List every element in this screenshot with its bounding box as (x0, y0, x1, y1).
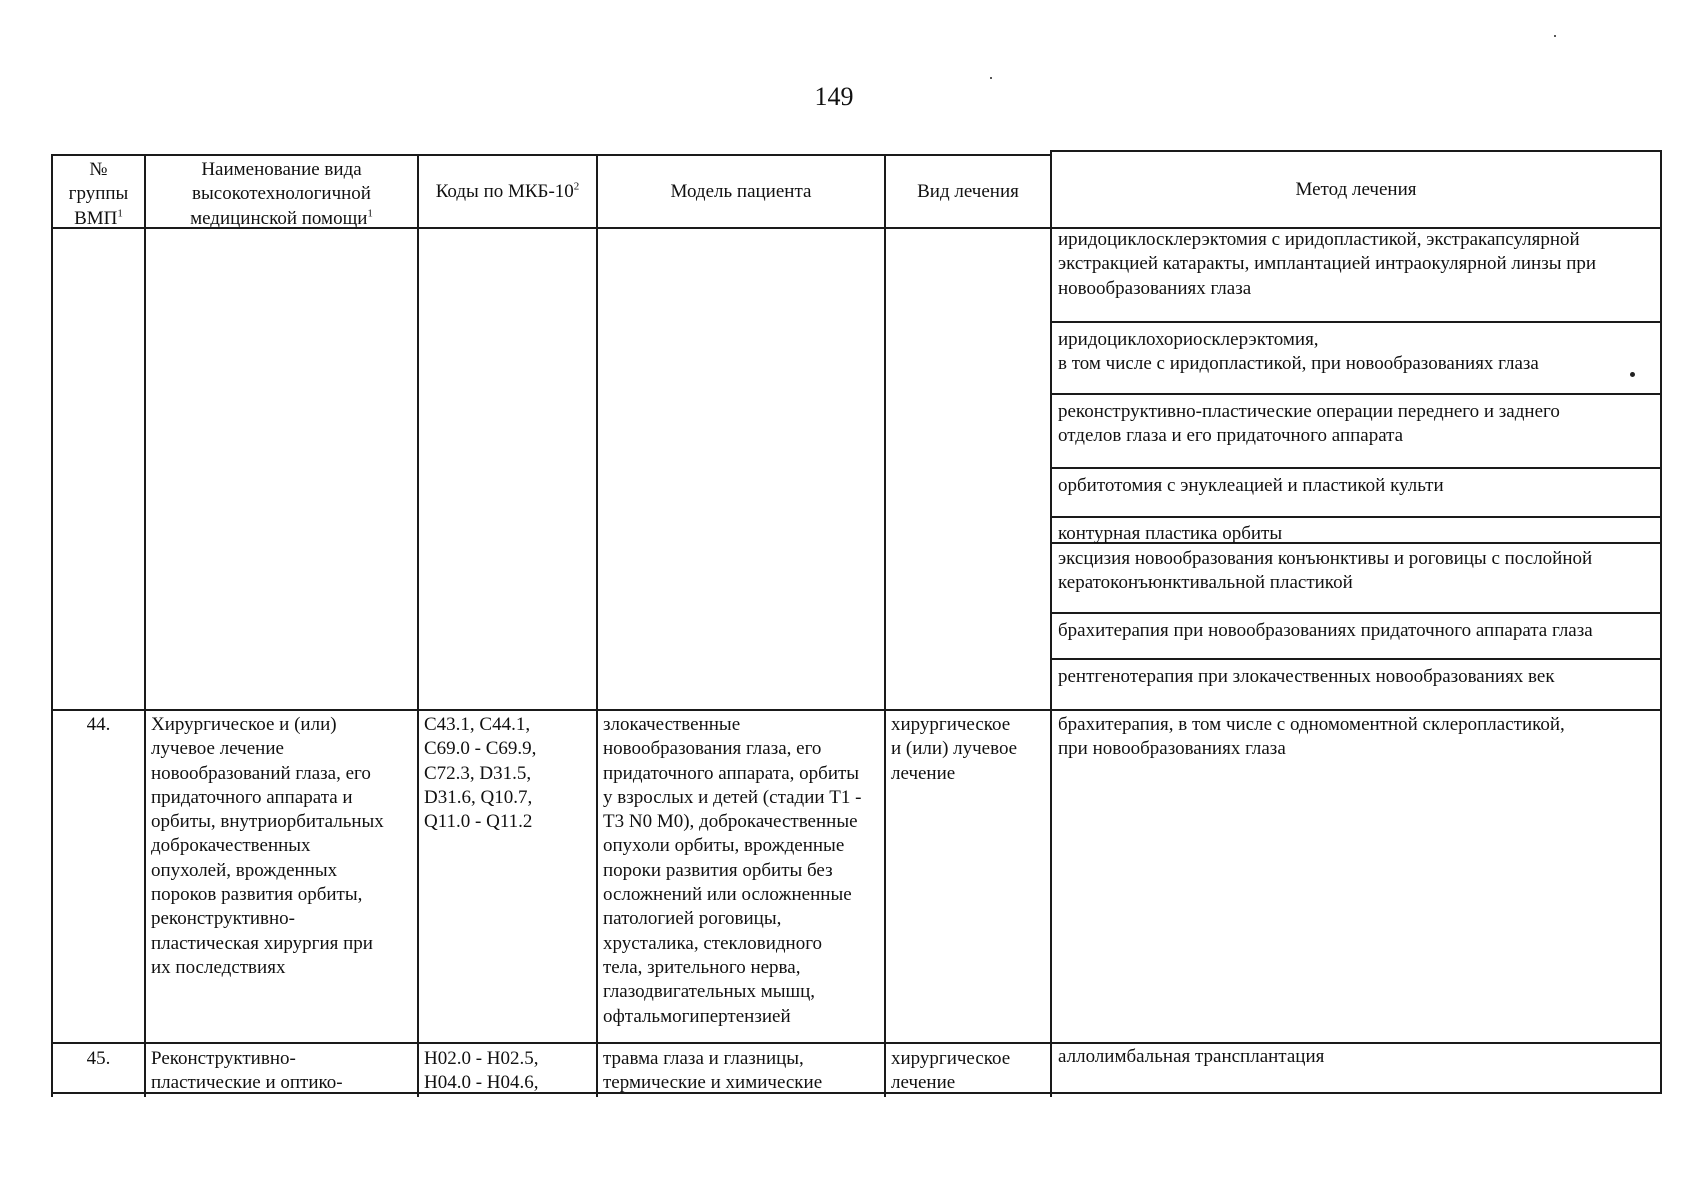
table-border-top (1050, 150, 1662, 152)
name-line: орбиты, внутриорбитальных (151, 811, 384, 833)
code-line: С72.3, D31.5, (424, 762, 532, 784)
name-line: пластическая хирургия при (151, 932, 373, 954)
method-line: иридоциклохориосклерэктомия, (1058, 329, 1319, 350)
patient-model-line: осложнений или осложненные (603, 884, 852, 906)
method-row-divider (1050, 516, 1662, 518)
method-entry (1058, 400, 1560, 449)
patient-model-line: глазодвигательных мышц, (603, 981, 816, 1003)
method-entry (1058, 665, 1555, 689)
table-border-right (1660, 150, 1662, 1092)
code-line: D31.6, Q10.7, (424, 786, 533, 808)
method-entry (1058, 619, 1593, 643)
name-line: доброкачественных (151, 835, 311, 857)
code-line: С43.1, С44.1, (424, 714, 531, 735)
header-line: Вид лечения (917, 181, 1019, 202)
code-line: H02.0 - H02.5, (424, 1048, 539, 1069)
name-line: пластические и оптико- (151, 1072, 343, 1094)
name-line: придаточного аппарата и (151, 786, 353, 808)
method-line: в том числе с иридопластикой, при новообразованиях глаза (1058, 353, 1539, 375)
column-divider (1050, 150, 1052, 1097)
header-line: № (89, 159, 108, 180)
method-entry (1058, 522, 1282, 546)
method-line: реконструктивно-пластические операции переднего и заднего (1058, 401, 1560, 422)
page-number: 149 (814, 82, 854, 111)
row-divider (51, 709, 1662, 711)
row-45-treatment-method (1058, 1045, 1324, 1069)
code-line: С69.0 - С69.9, (424, 738, 537, 760)
row-44-number (53, 713, 144, 737)
header-line: высокотехнологичной (192, 183, 371, 205)
treatment-type-line: лечение (891, 762, 956, 784)
method-row-divider (1050, 658, 1662, 660)
row-44-name (151, 713, 384, 980)
header-line-text: ВМП (74, 207, 118, 229)
code-line: Q11.0 - Q11.2 (424, 811, 533, 833)
name-line: Хирургическое и (или) (151, 714, 337, 735)
header-patient-model (598, 180, 884, 204)
row-45-number (53, 1047, 144, 1071)
table-border-left (51, 154, 53, 1097)
column-divider (884, 154, 886, 1097)
method-row-divider (1050, 467, 1662, 469)
header-line-text: медицинской помощи (190, 207, 368, 229)
name-line: лучевое лечение (151, 738, 284, 760)
row-45-patient-model (603, 1047, 822, 1096)
row-45-name (151, 1047, 343, 1096)
patient-model-line: патологией роговицы, (603, 908, 782, 930)
method-line: брахитерапия при новообразованиях придаточного аппарата глаза (1058, 620, 1593, 641)
row-divider (51, 1042, 1662, 1044)
scan-speck (1554, 35, 1556, 37)
method-entry (1058, 328, 1539, 377)
patient-model-line: T3 N0 M0), доброкачественные (603, 811, 858, 833)
row-44-treatment-method (1058, 713, 1565, 762)
method-line: кератоконъюнктивальной пластикой (1058, 572, 1353, 594)
method-row-divider (1050, 393, 1662, 395)
patient-model-line: придаточного аппарата, орбиты (603, 762, 860, 784)
header-line: группы (68, 183, 129, 205)
method-entry (1058, 547, 1592, 596)
header-icd-codes (419, 180, 596, 204)
method-line: рентгенотерапия при злокачественных новообразованиях век (1058, 666, 1555, 687)
header-line (53, 207, 144, 231)
row-44-patient-model (603, 713, 861, 1029)
patient-model-line: злокачественные (603, 714, 741, 735)
treatment-type-line: и (или) лучевое (891, 738, 1018, 760)
method-line: отделов глаза и его придаточного аппарата (1058, 425, 1404, 447)
header-line (419, 180, 596, 204)
patient-model-line: хрусталика, стекловидного (603, 932, 823, 954)
row-44-treatment-type (891, 713, 1017, 786)
patient-model-line: офтальмогипертензией (603, 1005, 791, 1027)
method-row-divider (1050, 612, 1662, 614)
scan-speck (1630, 372, 1635, 377)
method-entry (1058, 228, 1596, 301)
method-line: орбитотомия с энуклеацией и пластикой культи (1058, 475, 1444, 496)
method-line: эксцизия новообразования конъюнктивы и роговицы с послойной (1058, 548, 1593, 569)
treatment-type-line: лечение (891, 1072, 956, 1094)
header-line: Наименование вида (201, 159, 362, 180)
patient-model-line: пороки развития орбиты без (603, 859, 833, 881)
row-45-codes (424, 1047, 539, 1096)
method-line: иридоциклосклерэктомия с иридопластикой, экстракапсулярной (1058, 229, 1580, 250)
name-line: их последствиях (151, 956, 286, 978)
name-line: реконструктивно- (151, 908, 296, 930)
name-line: Реконструктивно- (151, 1048, 296, 1069)
header-line: Метод лечения (1295, 179, 1417, 200)
patient-model-line: у взрослых и детей (стадии T1 - (603, 786, 862, 808)
treatment-type-line: хирургическое (891, 1048, 1011, 1069)
method-row-divider (1050, 321, 1662, 323)
header-treatment-type (886, 180, 1050, 204)
row-number: 45. (86, 1048, 111, 1069)
name-line: опухолей, врожденных (151, 859, 338, 881)
patient-model-line: опухоли орбиты, врожденные (603, 835, 845, 857)
row-45-treatment-type (891, 1047, 1010, 1096)
patient-model-line: термические и химические (603, 1072, 823, 1094)
method-line: экстракцией катаракты, имплантацией интраокулярной линзы при (1058, 253, 1597, 275)
patient-model-line: новообразования глаза, его (603, 738, 822, 760)
method-line: аллолимбальная трансплантация (1058, 1046, 1325, 1067)
scan-speck (990, 77, 992, 79)
header-treatment-method (1052, 178, 1660, 202)
method-line: брахитерапия, в том числе с одномоментной склеропластикой, (1058, 714, 1565, 735)
method-line: новообразованиях глаза (1058, 277, 1252, 299)
header-line-text: Коды по МКБ-10 (435, 181, 574, 202)
column-divider (596, 154, 598, 1097)
method-entry (1058, 474, 1444, 498)
treatment-type-line: хирургическое (891, 714, 1011, 735)
name-line: новообразований глаза, его (151, 762, 371, 784)
header-line (146, 207, 417, 231)
row-44-codes (424, 713, 536, 834)
footnote-mark: 1 (367, 207, 373, 220)
code-line: H04.0 - H04.6, (424, 1072, 539, 1094)
method-line: при новообразованиях глаза (1058, 738, 1286, 760)
name-line: пороков развития орбиты, (151, 884, 363, 906)
column-divider (417, 154, 419, 1097)
header-line: Модель пациента (670, 181, 812, 202)
footnote-mark: 1 (117, 207, 123, 220)
header-group-number (53, 158, 144, 231)
patient-model-line: тела, зрительного нерва, (603, 956, 801, 978)
method-line: контурная пластика орбиты (1058, 523, 1283, 544)
table-border-top (51, 154, 1051, 156)
header-care-type-name (146, 158, 417, 231)
column-divider (144, 154, 146, 1097)
footnote-mark: 2 (573, 180, 580, 193)
row-number: 44. (86, 714, 111, 735)
patient-model-line: травма глаза и глазницы, (603, 1048, 804, 1069)
